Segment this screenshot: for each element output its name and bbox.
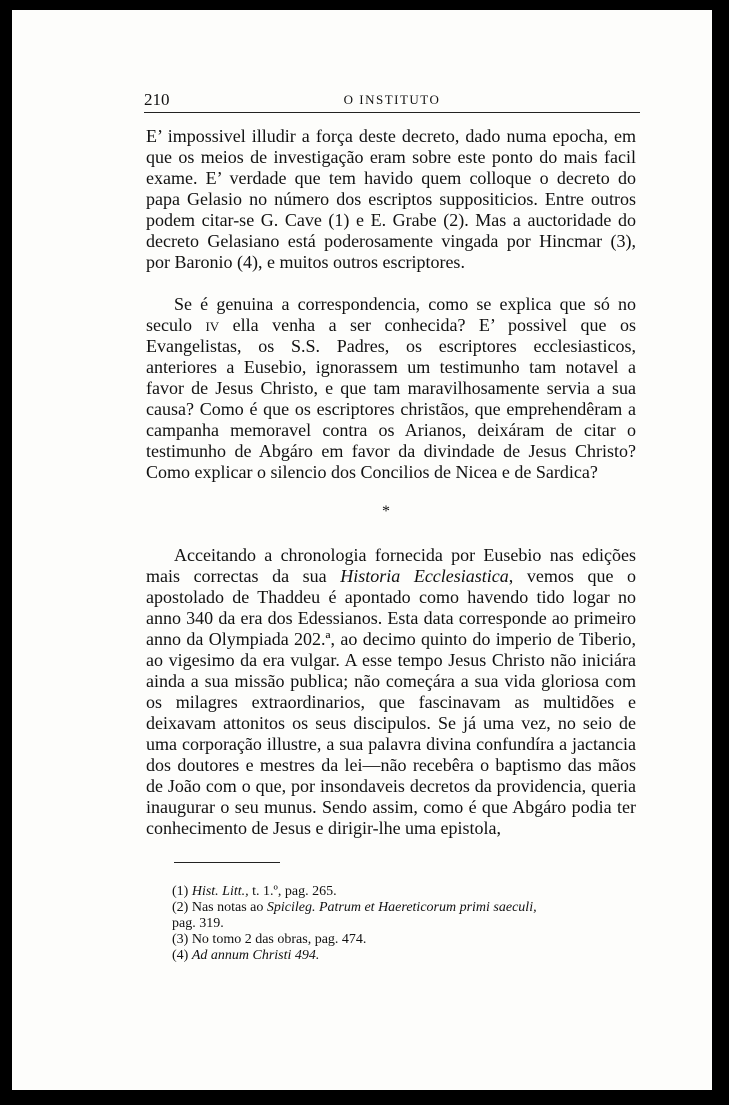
paragraph-3-text-a: Acceitando a chronologia fornecida por Eusebio nas edições mais correctas da sua <box>146 545 636 586</box>
footnote-2 <box>172 900 638 916</box>
paragraph-1: E’ impossivel illudir a força deste decreto, dado numa epocha, em que os meios de investigação eram sobre este ponto do mais facil exame. E’ verdade que tem havido quem colloque o decreto do papa Gelasio no número dos escriptos suppositicios. Entre outros podem citar-se G. Cave (1) e E. Grabe (2). Mas a auctoridade do decreto Gelasiano está poderosamente vingada por Hincmar (3), por Baronio (4), e muitos outros escriptores. <box>146 126 636 272</box>
paragraph-3 <box>146 545 636 839</box>
footnote-4-num: (4) <box>172 948 192 963</box>
work-title: Historia Ecclesiastica <box>340 566 509 586</box>
section-asterism: * <box>382 503 390 520</box>
footnote-3: (3) No tomo 2 das obras, pag. 474. <box>172 932 367 947</box>
paragraph-2-text-b: ella venha a ser conhecida? E’ possivel que os Evangelistas, os S.S. Padres, os escriptores ecclesiasticos, anteriores a Eusebio, ignorassem um testimunho tam notavel a favor de Jesus Christo, e que tam maravilhosamente servia a sua causa? Como é que os escriptores christãos, que emprehendêram a campanha memoravel contra os Arianos, deixáram de citar o testimunho de Abgáro em favor da divindade de Jesus Christo? Como explicar o silencio dos Concilios de Nicea e de Sardica? <box>146 315 636 482</box>
footnote-2-num: (2) <box>172 900 192 915</box>
paragraph-3-text-b: , vemos que o apostolado de Thaddeu é apontado como havendo tido logar no anno 340 da era dos Edessianos. Esta data corresponde ao primeiro anno da Olympiada 202.ª, ao decimo quinto do imperio de Tiberio, ao vigesimo da era vulgar. A esse tempo Jesus Christo não iniciára ainda a sua missão publica; não começára a sua vida gloriosa com os milagres extraordinarios, que fascinavam as multidões e deixavam attonitos os seus discipulos. Se já uma vez, no seio de uma corporação illustre, a sua palavra divina confundíra a jactancia dos doutores e mestres da lei—não recebêra o baptismo das mãos de João com o que, por insondaveis decretos da providencia, queria inaugurar o seu munus. Sendo assim, como é que Abgáro podia ter conhecimento de Jesus e dirigir-lhe uma epistola, <box>146 566 637 838</box>
footnote-2-title: Spicileg. Patrum et Haereticorum primi saeculi, <box>266 900 537 915</box>
footnote-1 <box>172 884 638 900</box>
footnote-4-title: Ad annum Christi 494. <box>191 948 320 963</box>
century-numeral: iv <box>205 315 220 335</box>
book-page <box>12 10 712 1090</box>
footnotes <box>172 884 638 964</box>
footnote-1-rest: t. 1.º, pag. 265. <box>248 884 337 899</box>
footnote-2-pre: Nas notas ao <box>191 900 267 915</box>
paragraph-2 <box>146 294 636 483</box>
footnote-2-continuation: pag. 319. <box>172 916 224 931</box>
footnote-rule <box>174 862 280 863</box>
footnote-4 <box>172 948 638 964</box>
footnote-1-num: (1) <box>172 884 192 899</box>
footnote-1-title: Hist. Litt., <box>191 884 249 899</box>
page-number: 210 <box>144 90 170 109</box>
page-header <box>144 90 640 113</box>
running-title: O INSTITUTO <box>343 92 441 107</box>
paragraph-2-text-a: Se é genuina a correspondencia, como se explica que só no seculo <box>146 294 636 335</box>
